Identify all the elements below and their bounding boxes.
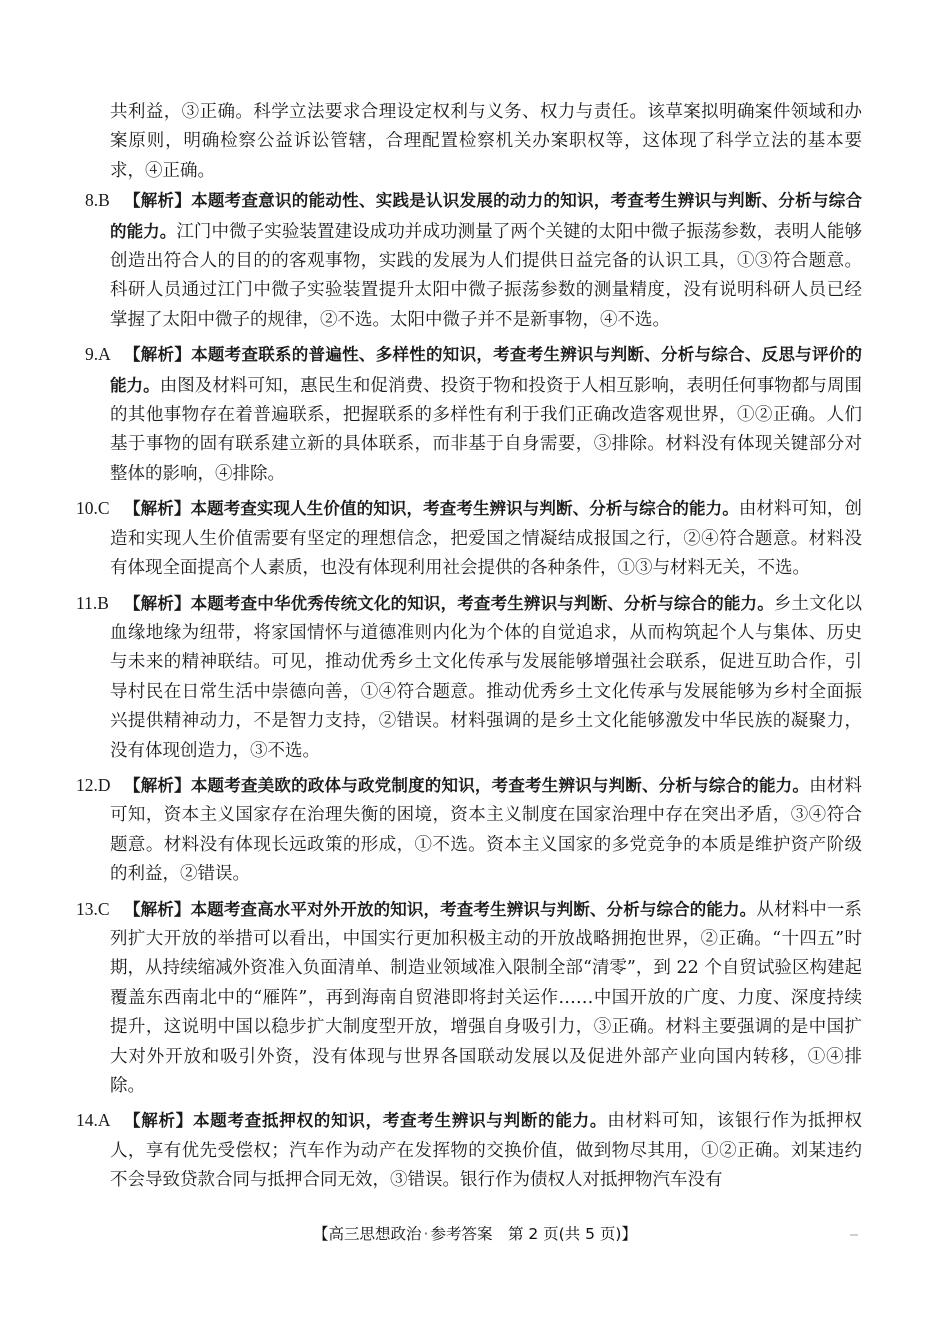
- item-answer: B: [97, 592, 109, 613]
- analysis-tag: 【解析】: [124, 345, 192, 365]
- item-number: 10.: [76, 498, 98, 519]
- item-answer: C: [97, 498, 110, 519]
- item-answer: A: [97, 1110, 111, 1131]
- answer-item-12: [76, 771, 863, 890]
- answer-item-13: [76, 895, 863, 1102]
- item-number: 8.: [85, 190, 99, 211]
- analysis-body: 江门中微子实验装置建设成功并成功测量了两个关键的太阳中微子振荡参数，表明人能够创造出符合人的目的的客观事物，实践的发展为人们提供日益完备的认识工具，①③符合题意。科研人员通过江门中微子实验装置提升太阳中微子振荡参数的测量精度，没有说明科研人员已经掌握了太阳中微子的规律，②不选。太阳中微子并不是新事物，④不选。: [110, 221, 863, 330]
- item-number: 9.: [85, 344, 99, 365]
- analysis-lead: 本题考查中华优秀传统文化的知识，考查考生辨识与判断、分析与综合的能力。: [190, 593, 774, 613]
- item-number-answer: [85, 186, 110, 215]
- analysis-body: 乡土文化以血缘地缘为纽带，将家国情怀与道德准则内化为个体的自觉追求，从而构筑起个人与集体、历史与未来的精神联结。可见，推动优秀乡土文化传承与发展能够增强社会联系，促进互助合作，引导村民在日常生活中崇德向善，①④符合题意。推动优秀乡土文化传承与发展能够为乡村全面振兴提供精神动力，不是智力支持，②错误。材料强调的是乡土文化能够激发中华民族的凝聚力，没有体现创造力，③不选。: [110, 593, 863, 761]
- analysis-tag: 【解析】: [124, 1111, 194, 1131]
- continuation-paragraph: 共利益，③正确。科学立法要求合理设定权利与义务、权力与责任。该草案拟明确案件领域和办案原则，明确检察公益诉讼管辖，合理配置检察机关办案职权等，这体现了科学立法的基本要求，④正确。: [110, 102, 862, 181]
- analysis-lead: 本题考查抵押权的知识，考查考生辨识与判断的能力。: [193, 1111, 608, 1131]
- footer-separator: ·: [423, 1225, 429, 1243]
- analysis-body: 由材料可知，该银行作为抵押权人，享有优先受偿权；汽车作为动产在发挥物的交换价值，做到物尽其用，①②正确。刘某违约不会导致贷款合同与抵押合同无效，③错误。银行作为债权人对抵押物汽车没有: [110, 1111, 863, 1191]
- analysis-lead: 本题考查联系的普遍性、多样性的知识，考查考生辨识与判断、分析与综合、反思与评价的能力。: [110, 345, 863, 395]
- analysis-body: 由图及材料可知，惠民生和促消费、投资于物和投资于人相互影响，表明任何事物都与周围的其他事物存在着普遍联系，把握联系的多样性有利于我们正确改造客观世界，①②正确。人们基于事物的固有联系建立新的具体联系，而非基于自身需要，③排除。材料没有体现关键部分对整体的影响，④排除。: [110, 375, 863, 484]
- item-number: 14.: [76, 1110, 98, 1131]
- item-number: 13.: [76, 898, 98, 919]
- item-answer: C: [97, 898, 110, 919]
- item-number: 11.: [76, 592, 98, 613]
- item-answer: A: [98, 344, 111, 365]
- item-number-answer: [85, 340, 111, 369]
- analysis-body: 由材料可知，资本主义国家存在治理失衡的困境，资本主义制度在国家治理中存在突出矛盾，③④符合题意。材料没有体现长远政策的形成，①不选。资本主义国家的多党竞争的本质是维护资产阶级的利益，②错误。: [110, 775, 863, 885]
- item-number-answer: [76, 771, 111, 800]
- analysis-tag: 【解析】: [124, 899, 191, 919]
- analysis-tag: 【解析】: [124, 775, 191, 795]
- item-number: 12.: [76, 774, 98, 795]
- analysis-lead: 本题考查意识的能动性、实践是认识发展的动力的知识，考查考生辨识与判断、分析与综合的能力。: [110, 191, 863, 241]
- scan-mark: [850, 1234, 858, 1236]
- item-number-answer: [76, 1106, 111, 1135]
- analysis-tag: 【解析】: [124, 593, 191, 613]
- footer-doc-info: 参考答案 第 2 页(共 5 页)】: [430, 1225, 637, 1243]
- item-answer: B: [98, 190, 110, 211]
- item-number-answer: [76, 895, 110, 924]
- item-number-answer: [76, 494, 110, 523]
- footer-subject: 【高三思想政治: [313, 1225, 422, 1243]
- analysis-tag: 【解析】: [124, 499, 191, 519]
- item-number-answer: [76, 589, 109, 618]
- answer-item-9: [85, 340, 863, 489]
- answer-item-14: [76, 1106, 863, 1195]
- analysis-lead: 本题考查实现人生价值的知识，考查考生辨识与判断、分析与综合的能力。: [190, 499, 739, 519]
- item-answer: D: [97, 774, 111, 795]
- answer-item-10: [76, 494, 863, 583]
- analysis-body: 从材料中一系列扩大开放的举措可以看出，中国实行更加积极主动的开放战略拥抱世界，②正确。“十四五”时期，从持续缩减外资准入负面清单、制造业领域准入限制全部“清零”，到 22 个自贸试验区构建起覆盖东西南北中的“雁阵”，再到海南自贸港即将封关运作……中国开放的广度、力度、深度持续提升，这说明中国以稳步扩大制度型开放，增强自身吸引力，③正确。材料主要强调的是中国扩大对外开放和吸引外资，没有体现与世界各国联动发展以及促进外部产业向国内转移，①④排除。: [110, 899, 863, 1096]
- analysis-body: 由材料可知，创造和实现人生价值需要有坚定的理想信念，把爱国之情凝结成报国之行，②④符合题意。材料没有体现全面提高个人素质，也没有体现利用社会提供的各种条件，①③与材料无关，不选。: [110, 499, 863, 579]
- page-footer: [0, 1222, 950, 1244]
- analysis-tag: 【解析】: [124, 191, 192, 211]
- answer-item-11: [76, 589, 863, 766]
- answer-item-8: [85, 186, 863, 335]
- analysis-lead: 本题考查美欧的政体与政党制度的知识，考查考生辨识与判断、分析与综合的能力。: [190, 775, 810, 795]
- answer-content: [76, 98, 863, 1201]
- analysis-lead: 本题考查高水平对外开放的知识，考查考生辨识与判断、分析与综合的能力。: [190, 899, 757, 919]
